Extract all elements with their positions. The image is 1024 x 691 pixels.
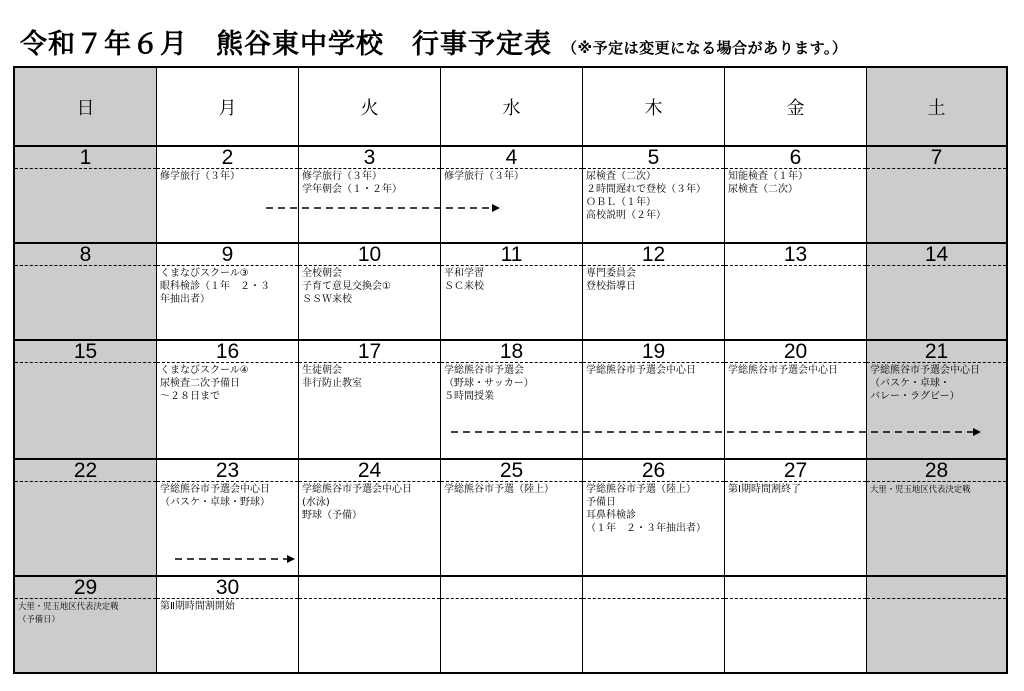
- event-item: 大里・児玉地区代表決定戦: [18, 601, 119, 611]
- day-cell: [867, 147, 1006, 242]
- event-item: 大里・児玉地区代表決定戦: [870, 484, 971, 494]
- event-list: [441, 599, 582, 600]
- event-list: [867, 363, 1006, 403]
- week-row-1: [15, 145, 1006, 242]
- day-cell: [299, 147, 441, 242]
- day-cell: [441, 460, 583, 575]
- day-number: 29: [15, 577, 156, 599]
- event-list: [157, 363, 298, 403]
- event-list: [867, 482, 1006, 496]
- day-number: 3: [299, 147, 440, 169]
- day-cell: [725, 341, 867, 458]
- event-item: 学総熊谷市予選会中心日: [586, 365, 696, 376]
- event-list: [299, 266, 440, 306]
- event-item: 耳鼻科検診: [586, 510, 636, 521]
- day-number: 22: [15, 460, 156, 482]
- day-number: 16: [157, 341, 298, 363]
- event-item: （バスケ・卓球・野球）: [160, 497, 270, 508]
- calendar-table: [13, 66, 1008, 674]
- day-cell: [583, 341, 725, 458]
- day-number: 19: [583, 341, 724, 363]
- day-number: 12: [583, 244, 724, 266]
- day-number: [583, 577, 724, 599]
- day-number: 17: [299, 341, 440, 363]
- day-cell: [867, 460, 1006, 575]
- weekday-header-wed: 水: [441, 68, 583, 145]
- week-row-3: [15, 339, 1006, 458]
- event-item: ５時間授業: [444, 391, 494, 402]
- event-item: 尿検査（二次）: [586, 171, 656, 182]
- event-list: [583, 599, 724, 600]
- day-cell: [583, 460, 725, 575]
- day-cell: [299, 341, 441, 458]
- day-cell: [15, 577, 157, 672]
- weekday-header-fri: 金: [725, 68, 867, 145]
- day-cell: [15, 147, 157, 242]
- day-cell: [867, 577, 1006, 672]
- day-cell: [157, 147, 299, 242]
- event-item: ～２８日まで: [160, 391, 220, 402]
- weekday-header-tue: 火: [299, 68, 441, 145]
- page-title: 令和７年６月 熊谷東中学校 行事予定表: [20, 29, 552, 60]
- day-cell: [299, 244, 441, 339]
- day-number: 28: [867, 460, 1006, 482]
- event-item: (水泳): [302, 497, 330, 508]
- event-list: [15, 266, 156, 267]
- event-item: （野球・サッカー）: [444, 378, 534, 389]
- event-item: 高校説明（２年）: [586, 210, 666, 221]
- event-item: （バスケ・卓球・: [870, 378, 950, 389]
- event-item: 子育て意見交換会①: [302, 281, 391, 292]
- day-number: 27: [725, 460, 866, 482]
- weekday-header-thu: 木: [583, 68, 725, 145]
- event-item: 修学旅行（３年）: [302, 171, 382, 182]
- event-item: 専門委員会: [586, 268, 636, 279]
- event-list: [583, 169, 724, 222]
- event-list: [725, 266, 866, 267]
- event-list: [299, 169, 440, 196]
- event-list: [157, 169, 298, 183]
- day-cell: [15, 244, 157, 339]
- event-item: 生徒朝会: [302, 365, 342, 376]
- event-item: ２時間遅れで登校（３年）: [586, 184, 706, 195]
- event-item: バレー・ラグビー）: [870, 391, 960, 402]
- day-number: 13: [725, 244, 866, 266]
- day-cell: [867, 341, 1006, 458]
- event-list: [867, 169, 1006, 170]
- day-number: 2: [157, 147, 298, 169]
- week-row-4: [15, 458, 1006, 575]
- day-number: 1: [15, 147, 156, 169]
- weekday-header-sun: 日: [15, 68, 157, 145]
- event-item: 学総熊谷市予選会中心日: [302, 484, 412, 495]
- title-note: （※予定は変更になる場合があります。）: [562, 39, 848, 57]
- day-number: 5: [583, 147, 724, 169]
- continuation-arrow-icon: [175, 554, 297, 564]
- event-list: [725, 169, 866, 196]
- day-number: [867, 577, 1006, 599]
- day-number: 24: [299, 460, 440, 482]
- event-list: [157, 266, 298, 306]
- event-item: 知能検査（１年）: [728, 171, 808, 182]
- event-list: [441, 266, 582, 293]
- event-list: [15, 363, 156, 364]
- day-cell: [583, 577, 725, 672]
- day-number: [299, 577, 440, 599]
- event-list: [867, 599, 1006, 600]
- event-list: [299, 599, 440, 600]
- day-number: [441, 577, 582, 599]
- event-list: [583, 363, 724, 377]
- event-item: 学総熊谷市予選会中心日: [728, 365, 838, 376]
- day-cell: [15, 460, 157, 575]
- day-cell: [441, 577, 583, 672]
- event-item: 尿検査（二次）: [728, 184, 798, 195]
- event-item: 学総熊谷市予選会: [444, 365, 524, 376]
- day-number: 10: [299, 244, 440, 266]
- day-number: 21: [867, 341, 1006, 363]
- event-item: 修学旅行（３年）: [160, 171, 240, 182]
- event-list: [441, 363, 582, 403]
- event-item: ＳＣ来校: [444, 281, 484, 292]
- day-cell: [157, 341, 299, 458]
- event-item: 学総熊谷市予選会中心日: [870, 365, 980, 376]
- day-cell: [725, 244, 867, 339]
- event-item: くまなびスクール④: [160, 365, 249, 376]
- title-row: [20, 22, 847, 61]
- day-number: 6: [725, 147, 866, 169]
- day-number: 7: [867, 147, 1006, 169]
- event-item: ＯＢＬ（１年）: [586, 197, 656, 208]
- day-number: 23: [157, 460, 298, 482]
- event-list: [441, 482, 582, 496]
- day-number: [725, 577, 866, 599]
- day-number: 26: [583, 460, 724, 482]
- event-item: （予備日）: [18, 614, 60, 624]
- event-item: 野球（予備）: [302, 510, 362, 521]
- event-list: [725, 599, 866, 600]
- event-list: [583, 266, 724, 293]
- weekday-header-sat: 土: [867, 68, 1006, 145]
- day-cell: [441, 341, 583, 458]
- day-number: 30: [157, 577, 298, 599]
- day-cell: [15, 341, 157, 458]
- event-list: [867, 266, 1006, 267]
- event-item: 尿検査二次予備日: [160, 378, 240, 389]
- event-list: [299, 482, 440, 522]
- day-cell: [157, 577, 299, 672]
- day-cell: [157, 244, 299, 339]
- event-list: [157, 482, 298, 509]
- day-cell: [583, 244, 725, 339]
- weekday-header-row: [15, 68, 1006, 145]
- event-item: 予備日: [586, 497, 616, 508]
- day-cell: [441, 244, 583, 339]
- event-list: [725, 482, 866, 496]
- week-row-5: [15, 575, 1006, 672]
- event-list: [583, 482, 724, 535]
- event-item: 第Ⅱ期時間割開始: [160, 601, 235, 612]
- day-cell: [725, 460, 867, 575]
- event-list: [15, 169, 156, 170]
- day-number: 4: [441, 147, 582, 169]
- event-item: くまなびスクール③: [160, 268, 249, 279]
- day-number: 14: [867, 244, 1006, 266]
- event-item: 年抽出者）: [160, 294, 210, 305]
- weekday-header-mon: 月: [157, 68, 299, 145]
- day-number: 8: [15, 244, 156, 266]
- event-item: 全校朝会: [302, 268, 342, 279]
- event-list: [15, 599, 156, 626]
- day-number: 9: [157, 244, 298, 266]
- day-number: 11: [441, 244, 582, 266]
- event-item: 第Ⅰ期時間割終了: [728, 484, 801, 495]
- day-cell: [725, 577, 867, 672]
- week-row-2: [15, 242, 1006, 339]
- event-item: （１年 ２・３年抽出者）: [586, 523, 706, 534]
- day-cell: [583, 147, 725, 242]
- day-cell: [299, 577, 441, 672]
- event-item: 学総熊谷市予選（陸上）: [444, 484, 554, 495]
- event-list: [157, 599, 298, 613]
- event-item: ＳＳＷ来校: [302, 294, 352, 305]
- event-item: 学年朝会（１・２年）: [302, 184, 402, 195]
- day-cell: [299, 460, 441, 575]
- day-number: 15: [15, 341, 156, 363]
- event-item: 登校指導日: [586, 281, 636, 292]
- event-item: 眼科検診（１年 ２・３: [160, 281, 270, 292]
- event-item: 修学旅行（３年）: [444, 171, 524, 182]
- day-cell: [441, 147, 583, 242]
- day-number: 20: [725, 341, 866, 363]
- event-list: [725, 363, 866, 377]
- day-cell: [725, 147, 867, 242]
- event-item: 学総熊谷市予選会中心日: [160, 484, 270, 495]
- day-number: 25: [441, 460, 582, 482]
- event-list: [299, 363, 440, 390]
- continuation-arrow-icon: [451, 427, 983, 437]
- event-item: 非行防止教室: [302, 378, 362, 389]
- event-list: [15, 482, 156, 483]
- day-number: 18: [441, 341, 582, 363]
- event-list: [441, 169, 582, 183]
- day-cell: [867, 244, 1006, 339]
- continuation-arrow-icon: [266, 203, 502, 213]
- event-item: 平和学習: [444, 268, 484, 279]
- event-item: 学総熊谷市予選（陸上）: [586, 484, 696, 495]
